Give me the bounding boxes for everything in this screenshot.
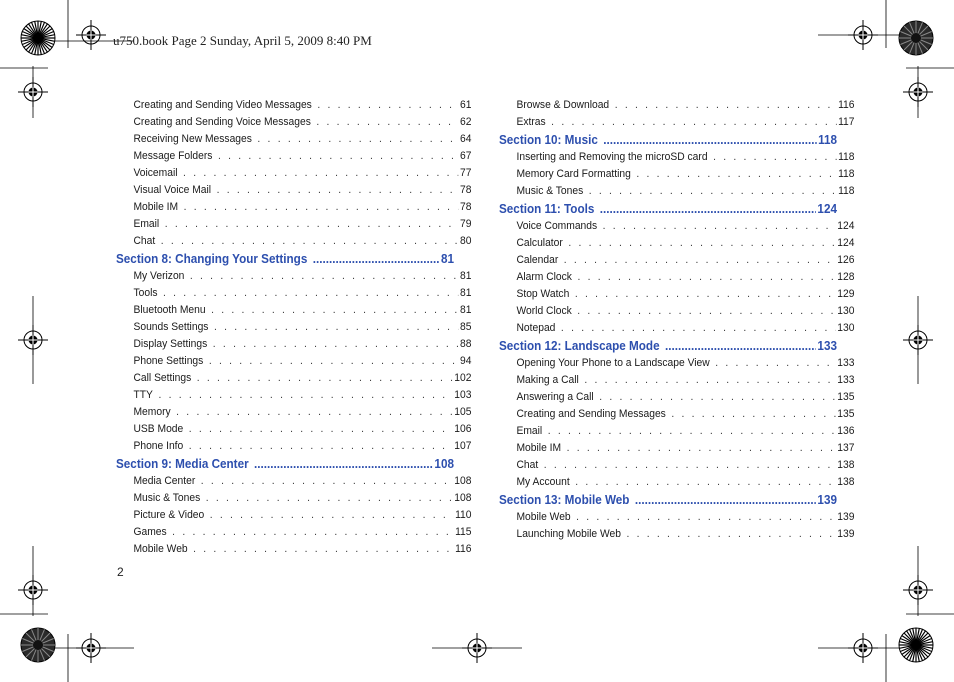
entry-title: Mobile Web — [516, 511, 571, 523]
entry-title: Sounds Settings — [133, 321, 209, 333]
entry-title: My Account — [516, 476, 570, 488]
dot-leader — [636, 166, 836, 183]
toc-entry[interactable] — [116, 199, 471, 216]
entry-page-number: 79 — [460, 218, 472, 230]
dot-leader — [214, 319, 458, 336]
entry-page-number: 102 — [454, 372, 472, 384]
entry-page-number: 78 — [460, 201, 472, 213]
dot-leader — [584, 372, 835, 389]
print-header: u750.book Page 2 Sunday, April 5, 2009 8:40 PM — [113, 33, 372, 48]
dot-leader — [561, 320, 836, 337]
dot-leader — [211, 302, 458, 319]
toc-entry[interactable] — [499, 389, 854, 406]
dot-leader — [316, 114, 458, 131]
toc-entry[interactable] — [499, 526, 854, 543]
toc-entry[interactable] — [499, 440, 854, 457]
entry-page-number: 137 — [837, 442, 855, 454]
entry-page-number: 105 — [454, 406, 472, 418]
entry-page-number: 130 — [837, 322, 855, 334]
dot-leader — [567, 440, 836, 457]
entry-page-number: 129 — [837, 288, 855, 300]
toc-section-heading[interactable] — [499, 337, 837, 355]
entry-page-number: 138 — [837, 476, 855, 488]
dot-leader — [165, 216, 458, 233]
toc-entry[interactable] — [499, 218, 854, 235]
entry-title: Memory Card Formatting — [516, 168, 631, 180]
toc-entry[interactable] — [116, 233, 471, 250]
dot-leader — [603, 131, 816, 149]
toc-entry[interactable] — [116, 507, 471, 524]
toc-entry[interactable] — [116, 370, 471, 387]
entry-title: Opening Your Phone to a Landscape View — [516, 357, 710, 369]
dot-leader — [184, 199, 459, 216]
toc-entry[interactable] — [499, 406, 854, 423]
toc-entry[interactable] — [116, 165, 471, 182]
toc-entry[interactable] — [116, 114, 471, 131]
entry-title: Chat — [133, 235, 156, 247]
entry-page-number: 110 — [455, 509, 472, 521]
entry-title: Email — [133, 218, 160, 230]
dot-leader — [548, 423, 836, 440]
dot-leader — [589, 183, 836, 200]
entry-title: Extras — [516, 116, 546, 128]
toc-entry[interactable] — [116, 302, 471, 319]
toc-entry[interactable] — [116, 319, 471, 336]
entry-title: Creating and Sending Voice Messages — [133, 116, 311, 128]
entry-title: Phone Settings — [133, 355, 204, 367]
entry-title: Mobile IM — [516, 442, 562, 454]
entry-page-number: 124 — [817, 201, 837, 216]
toc-column-left — [116, 97, 472, 558]
entry-page-number: 62 — [460, 116, 472, 128]
dot-leader — [209, 353, 458, 370]
toc-entry[interactable] — [116, 148, 471, 165]
entry-page-number: 133 — [837, 357, 855, 369]
entry-title: Visual Voice Mail — [133, 184, 212, 196]
entry-title: Tools — [133, 287, 158, 299]
toc-entry[interactable] — [499, 183, 854, 200]
section-title: Section 13: Mobile Web — [499, 492, 630, 507]
toc-section-heading[interactable] — [116, 250, 454, 268]
dot-leader — [189, 421, 453, 438]
entry-page-number: 124 — [837, 220, 855, 232]
entry-page-number: 118 — [838, 168, 855, 180]
dot-leader — [665, 337, 816, 355]
entry-title: Notepad — [516, 322, 556, 334]
entry-title: Creating and Sending Messages — [516, 408, 666, 420]
entry-page-number: 81 — [460, 287, 472, 299]
toc-entry[interactable] — [116, 438, 471, 455]
entry-page-number: 116 — [838, 99, 855, 111]
entry-title: Voice Commands — [516, 220, 598, 232]
entry-page-number: 108 — [434, 456, 454, 471]
entry-page-number: 118 — [818, 132, 837, 147]
page-number: 2 — [117, 565, 124, 579]
entry-title: Chat — [516, 459, 539, 471]
toc-section-heading[interactable] — [116, 455, 454, 473]
entry-page-number: 130 — [837, 305, 855, 317]
entry-page-number: 136 — [837, 425, 855, 437]
entry-title: Launching Mobile Web — [516, 528, 622, 540]
toc-section-heading[interactable] — [499, 491, 837, 509]
dot-leader — [599, 389, 835, 406]
entry-page-number: 118 — [838, 151, 855, 163]
dot-leader — [257, 131, 458, 148]
toc-column-right — [499, 97, 855, 543]
entry-title: Message Folders — [133, 150, 213, 162]
entry-page-number: 135 — [837, 391, 855, 403]
entry-title: Inserting and Removing the microSD card — [516, 151, 708, 163]
toc-entry[interactable] — [499, 372, 854, 389]
entry-title: Music & Tones — [516, 185, 584, 197]
dot-leader — [218, 148, 458, 165]
dot-leader — [615, 97, 837, 114]
entry-title: USB Mode — [133, 423, 184, 435]
dot-leader — [161, 233, 458, 250]
dot-leader — [217, 182, 459, 199]
dot-leader — [551, 114, 836, 131]
dot-leader — [576, 509, 835, 526]
toc-section-heading[interactable] — [499, 200, 837, 218]
entry-page-number: 128 — [837, 271, 855, 283]
toc-entry[interactable] — [499, 509, 854, 526]
entry-title: Mobile Web — [133, 543, 188, 555]
dot-leader — [190, 268, 458, 285]
toc-entry[interactable] — [116, 404, 471, 421]
entry-page-number: 103 — [454, 389, 472, 401]
toc-entry[interactable] — [116, 353, 471, 370]
section-title: Section 9: Media Center — [116, 456, 249, 471]
entry-title: Email — [516, 425, 543, 437]
toc-entry[interactable] — [499, 355, 854, 372]
toc-entry[interactable] — [116, 131, 471, 148]
dot-leader — [575, 286, 836, 303]
entry-page-number: 81 — [460, 304, 472, 316]
dot-leader — [635, 491, 816, 509]
entry-page-number: 139 — [817, 492, 837, 507]
entry-title: Mobile IM — [133, 201, 179, 213]
entry-title: Voicemail — [133, 167, 178, 179]
dot-leader — [172, 524, 453, 541]
toc-entry[interactable] — [499, 474, 854, 491]
entry-page-number: 139 — [837, 511, 855, 523]
entry-page-number: 118 — [838, 185, 855, 197]
dot-leader — [210, 507, 453, 524]
entry-page-number: 108 — [454, 475, 472, 487]
dot-leader — [713, 149, 836, 166]
entry-page-number: 80 — [460, 235, 472, 247]
toc-entry[interactable] — [499, 114, 854, 131]
entry-page-number: 88 — [460, 338, 472, 350]
entry-title: Calendar — [516, 254, 559, 266]
entry-page-number: 107 — [454, 440, 472, 452]
entry-page-number: 85 — [460, 321, 472, 333]
entry-title: Creating and Sending Video Messages — [133, 99, 312, 111]
entry-title: Receiving New Messages — [133, 133, 252, 145]
entry-title: Phone Info — [133, 440, 184, 452]
section-title: Section 8: Changing Your Settings — [116, 251, 308, 266]
dot-leader — [183, 165, 458, 182]
dot-leader — [575, 474, 835, 491]
toc-entry[interactable] — [499, 423, 854, 440]
entry-title: Display Settings — [133, 338, 208, 350]
dot-leader — [201, 473, 453, 490]
entry-page-number: 139 — [837, 528, 855, 540]
dot-leader — [317, 97, 458, 114]
dot-leader — [189, 438, 453, 455]
dot-leader — [671, 406, 835, 423]
toc-entry[interactable] — [499, 149, 854, 166]
dot-leader — [254, 455, 433, 473]
entry-title: My Verizon — [133, 270, 185, 282]
toc-entry[interactable] — [499, 303, 854, 320]
entry-title: Bluetooth Menu — [133, 304, 206, 316]
toc-entry[interactable] — [116, 285, 471, 302]
toc-entry[interactable] — [499, 235, 854, 252]
entry-title: Picture & Video — [133, 509, 205, 521]
toc-entry[interactable] — [116, 268, 471, 285]
toc-entry[interactable] — [116, 216, 471, 233]
dot-leader — [715, 355, 835, 372]
dot-leader — [163, 285, 458, 302]
dot-leader — [600, 200, 816, 218]
section-title: Section 12: Landscape Mode — [499, 338, 660, 353]
entry-page-number: 106 — [454, 423, 472, 435]
dot-leader — [213, 336, 458, 353]
dot-leader — [577, 269, 835, 286]
entry-page-number: 61 — [460, 99, 472, 111]
toc-entry[interactable] — [499, 457, 854, 474]
toc-entry[interactable] — [116, 541, 471, 558]
entry-title: Call Settings — [133, 372, 192, 384]
dot-leader — [577, 303, 835, 320]
dot-leader — [568, 235, 835, 252]
entry-page-number: 133 — [837, 374, 855, 386]
toc-entry[interactable] — [499, 252, 854, 269]
entry-title: Stop Watch — [516, 288, 570, 300]
toc-entry[interactable] — [116, 524, 471, 541]
entry-title: Making a Call — [516, 374, 579, 386]
dot-leader — [193, 541, 453, 558]
entry-title: Memory — [133, 406, 171, 418]
entry-page-number: 135 — [837, 408, 855, 420]
section-title: Section 10: Music — [499, 132, 598, 147]
section-title: Section 11: Tools — [499, 201, 595, 216]
dot-leader — [564, 252, 836, 269]
entry-title: Music & Tones — [133, 492, 201, 504]
dot-leader — [627, 526, 836, 543]
entry-page-number: 108 — [454, 492, 472, 504]
entry-title: Browse & Download — [516, 99, 610, 111]
entry-title: Calculator — [516, 237, 563, 249]
entry-page-number: 78 — [460, 184, 472, 196]
entry-page-number: 81 — [460, 270, 472, 282]
entry-title: TTY — [133, 389, 153, 401]
toc-entry[interactable] — [116, 182, 471, 199]
entry-page-number: 116 — [455, 543, 472, 555]
dot-leader — [206, 490, 453, 507]
toc-entry[interactable] — [116, 387, 471, 404]
toc-entry[interactable] — [116, 336, 471, 353]
dot-leader — [197, 370, 453, 387]
entry-page-number: 115 — [455, 526, 472, 538]
entry-page-number: 67 — [460, 150, 472, 162]
entry-title: Media Center — [133, 475, 196, 487]
toc-entry[interactable] — [499, 166, 854, 183]
entry-page-number: 124 — [837, 237, 855, 249]
entry-page-number: 138 — [837, 459, 855, 471]
toc-entry[interactable] — [116, 490, 471, 507]
dot-leader — [603, 218, 836, 235]
entry-page-number: 64 — [460, 133, 472, 145]
toc-entry[interactable] — [116, 473, 471, 490]
toc-entry[interactable] — [499, 269, 854, 286]
dot-leader — [176, 404, 452, 421]
dot-leader — [313, 250, 439, 268]
dot-leader — [158, 387, 452, 404]
dot-leader — [544, 457, 836, 474]
toc-entry[interactable] — [499, 286, 854, 303]
entry-page-number: 126 — [837, 254, 855, 266]
entry-title: Answering a Call — [516, 391, 594, 403]
toc-entry[interactable] — [499, 97, 854, 114]
entry-title: Games — [133, 526, 167, 538]
toc-section-heading[interactable] — [499, 131, 837, 149]
entry-page-number: 133 — [817, 338, 837, 353]
entry-page-number: 117 — [838, 116, 855, 128]
toc-entry[interactable] — [499, 320, 854, 337]
entry-title: World Clock — [516, 305, 572, 317]
entry-title: Alarm Clock — [516, 271, 572, 283]
entry-page-number: 81 — [440, 251, 454, 266]
toc-entry[interactable] — [116, 97, 471, 114]
entry-page-number: 77 — [460, 167, 472, 179]
toc-entry[interactable] — [116, 421, 471, 438]
entry-page-number: 94 — [460, 355, 472, 367]
